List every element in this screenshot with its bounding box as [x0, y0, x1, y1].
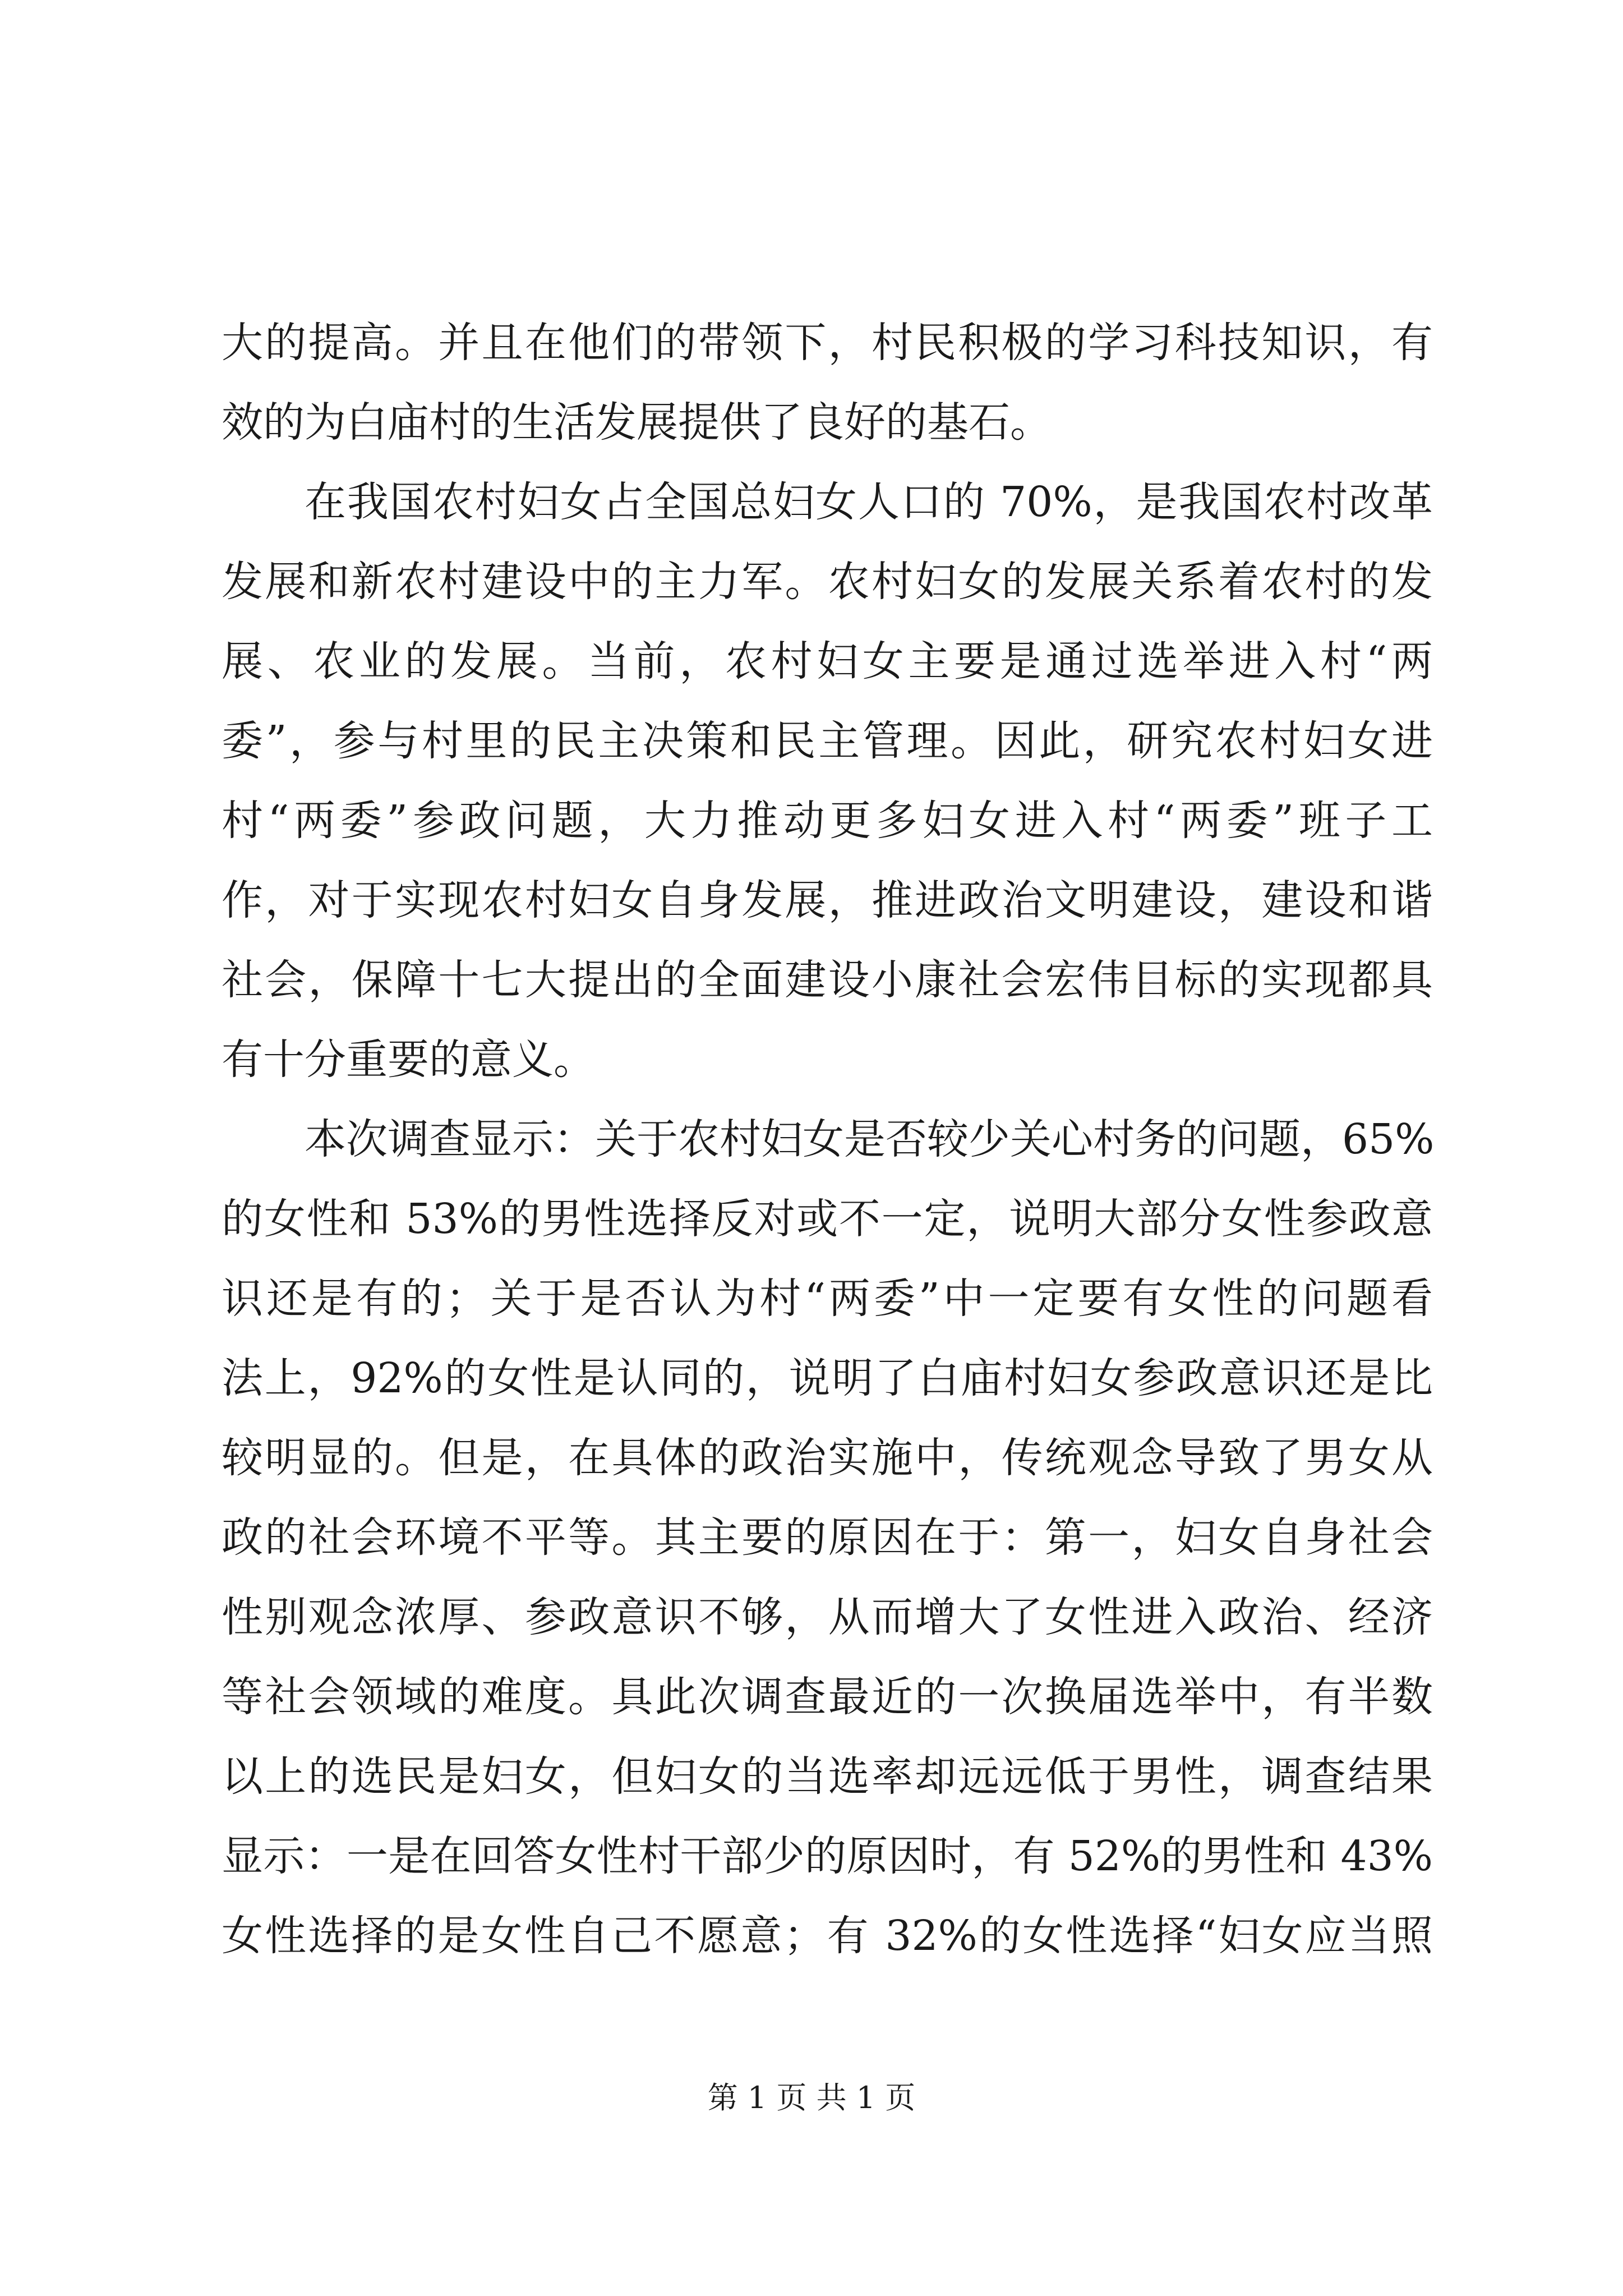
text-line: 法上，92%的女性是认同的，说明了白庙村妇女参政意识还是比 — [222, 1354, 1433, 1402]
text-line: 等社会领域的难度。具此次调查最近的一次换届选举中，有半数 — [222, 1673, 1433, 1721]
text-line: 社会，保障十七大提出的全面建设小康社会宏伟目标的实现都具 — [222, 956, 1433, 1004]
text-line: 村“两委”参政问题，大力推动更多妇女进入村“两委”班子工 — [222, 797, 1433, 845]
paragraph — [222, 462, 1433, 1099]
paragraph — [222, 303, 1433, 462]
text-line: 有十分重要的意义。 — [222, 1036, 595, 1084]
text-line: 展、农业的发展。当前，农村妇女主要是通过选举进入村“两 — [222, 637, 1433, 685]
text-line: 性别观念浓厚、参政意识不够，从而增大了女性进入政治、经济 — [222, 1593, 1433, 1641]
text-line: 政的社会环境不平等。其主要的原因在于：第一，妇女自身社会 — [222, 1513, 1433, 1562]
text-line: 效的为白庙村的生活发展提供了良好的基石。 — [222, 398, 1052, 447]
text-line: 在我国农村妇女占全国总妇女人口的 70%，是我国农村改革 — [305, 478, 1433, 526]
text-line: 作，对于实现农村妇女自身发展，推进政治文明建设，建设和谐 — [222, 876, 1433, 924]
text-line: 本次调查显示：关于农村妇女是否较少关心村务的问题，65% — [305, 1115, 1435, 1163]
text-line: 女性选择的是女性自己不愿意；有 32%的女性选择“妇女应当照 — [222, 1912, 1433, 1960]
document-body — [222, 303, 1433, 1976]
text-line: 大的提高。并且在他们的带领下，村民积极的学习科技知识，有 — [222, 319, 1433, 367]
page-footer — [0, 2076, 1623, 2120]
text-line: 识还是有的；关于是否认为村“两委”中一定要有女性的问题看 — [222, 1274, 1433, 1323]
text-line: 的女性和 53%的男性选择反对或不一定，说明大部分女性参政意 — [222, 1195, 1433, 1243]
paragraph — [222, 1099, 1433, 1976]
text-line: 委”，参与村里的民主决策和民主管理。因此，研究农村妇女进 — [222, 717, 1433, 765]
text-line: 显示：一是在回答女性村干部少的原因时，有 52%的男性和 43% — [222, 1832, 1433, 1880]
text-line: 较明显的。但是，在具体的政治实施中，传统观念导致了男女从 — [222, 1434, 1433, 1482]
text-line: 发展和新农村建设中的主力军。农村妇女的发展关系着农村的发 — [222, 558, 1433, 606]
page-number: 第 1 页 共 1 页 — [707, 2080, 916, 2115]
text-line: 以上的选民是妇女，但妇女的当选率却远远低于男性，调查结果 — [222, 1752, 1433, 1801]
